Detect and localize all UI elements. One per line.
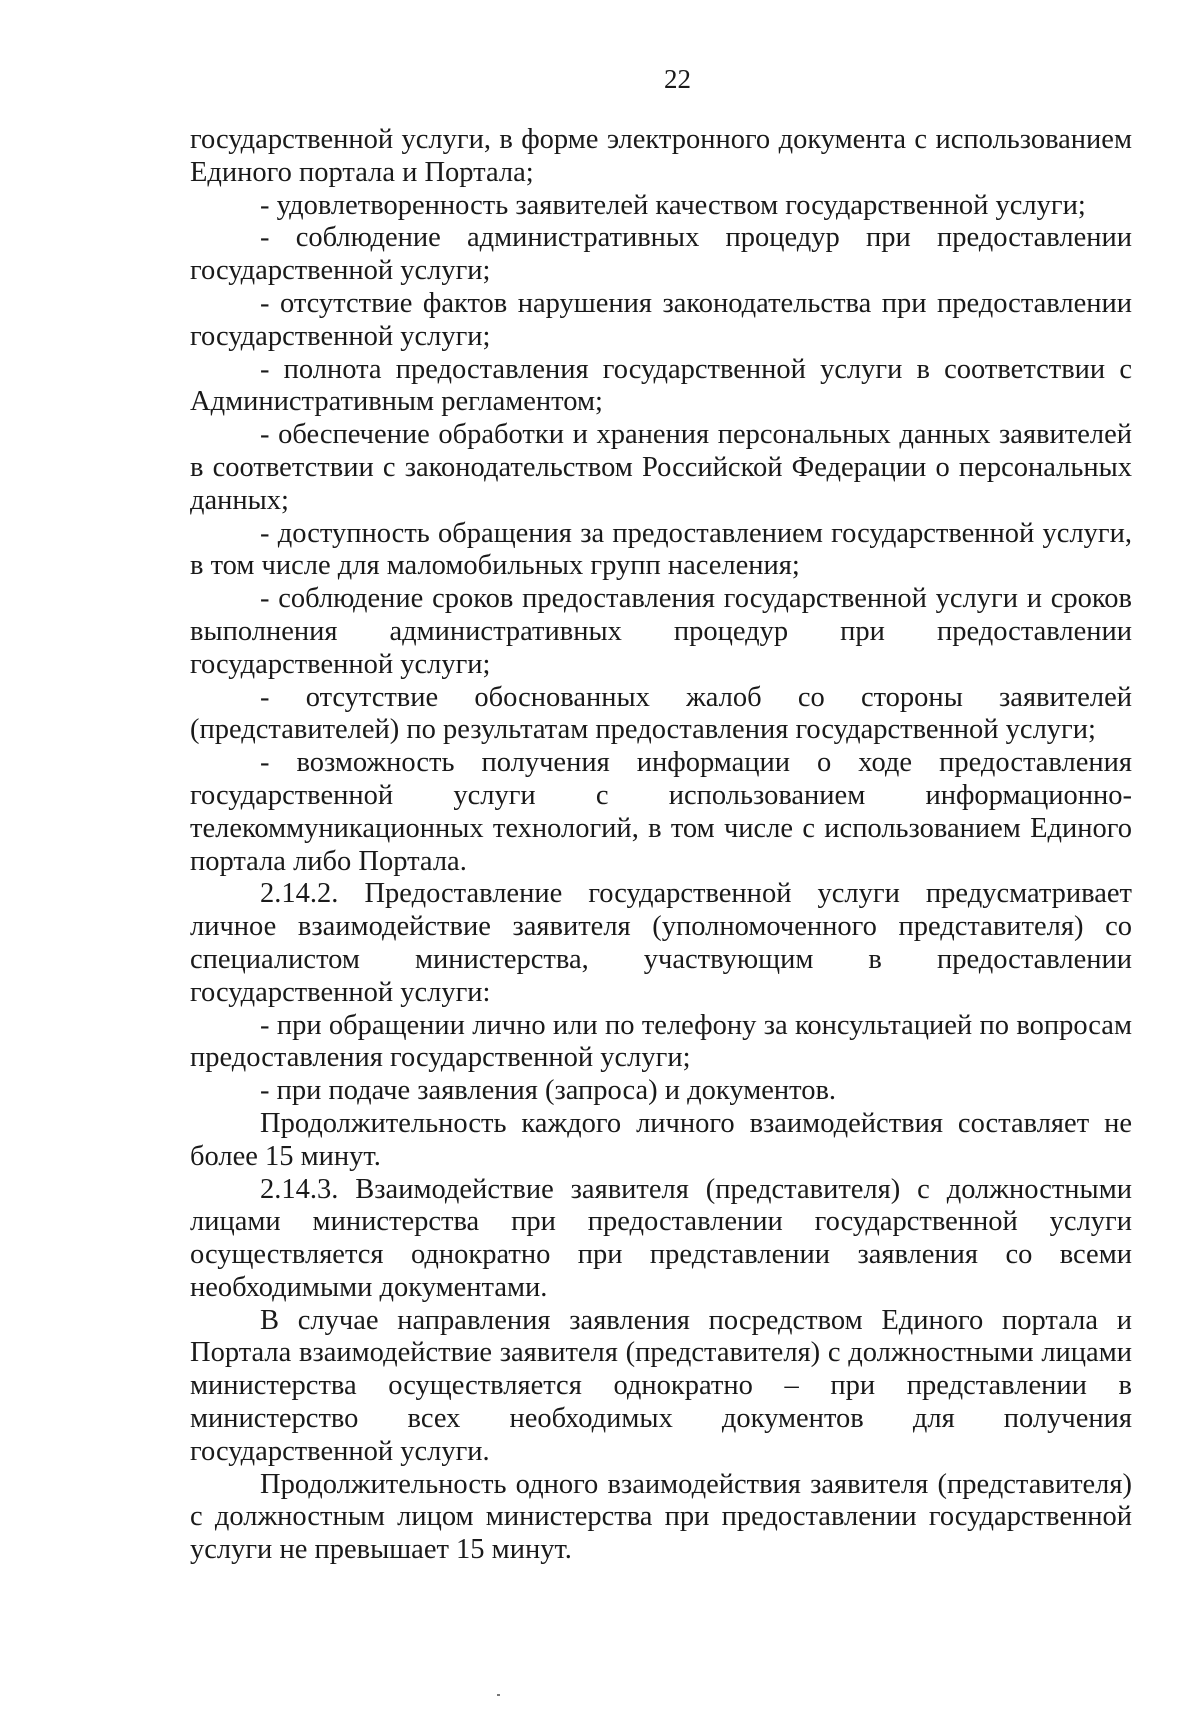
list-item-information: - возможность получения информации о ходе предоставления государственной услуги с использованием информационно-телекоммуникационных технологий, в том числе с использованием Единого портала либо Портала. (190, 747, 1132, 877)
list-item-procedures: - соблюдение административных процедур при предоставлении государственной услуги; (190, 222, 1132, 287)
list-item-application: - при подаче заявления (запроса) и документов. (260, 1075, 837, 1107)
document-body (190, 124, 1132, 1567)
page-number: 22 (664, 64, 691, 94)
list-item-completeness: - полнота предоставления государственной услуги в соответствии с Административным регламентом; (190, 353, 1132, 418)
paragraph-continuation: государственной услуги, в форме электронного документа с использованием Единого портала и Портала; (190, 124, 1132, 188)
list-item-consultation: - при обращении лично или по телефону за консультацией по вопросам предоставления государственной услуги; (190, 1009, 1132, 1074)
list-item-no-complaints: - отсутствие обоснованных жалоб со стороны заявителей (представителей) по результатам предоставления государственной услуги; (190, 681, 1132, 746)
scan-speck (497, 1694, 500, 1696)
list-item-personal-data: - обеспечение обработки и хранения персональных данных заявителей в соответствии с законодательством Российской Федерации о персональных данных; (190, 419, 1132, 516)
list-item-deadlines: - соблюдение сроков предоставления государственной услуги и сроков выполнения административных процедур при предоставлении государственной услуги; (190, 583, 1132, 680)
list-item-accessibility: - доступность обращения за предоставлением государственной услуги, в том числе для маломобильных групп населения; (190, 517, 1132, 582)
paragraph-interaction-duration: Продолжительность одного взаимодействия заявителя (представителя) с должностным лицом министерства при предоставлении государственной услуги не превышает 15 минут. (190, 1468, 1132, 1566)
section-2-14-2: 2.14.2. Предоставление государственной услуги предусматривает личное взаимодействие заявителя (уполномоченного представителя) со специалистом министерства, участвующим в предоставлении государственной услуги: (190, 878, 1132, 1008)
paragraph-duration: Продолжительность каждого личного взаимодействия составляет не более 15 минут. (190, 1107, 1132, 1172)
section-2-14-3: 2.14.3. Взаимодействие заявителя (представителя) с должностными лицами министерства при предоставлении государственной услуги осуществляется однократно при представлении заявления со всеми необходимыми документами. (190, 1173, 1132, 1303)
list-item-no-violations: - отсутствие фактов нарушения законодательства при предоставлении государственной услуги; (190, 287, 1132, 352)
paragraph-portal-interaction: В случае направления заявления посредством Единого портала и Портала взаимодействие заявителя (представителя) с должностными лицами министерства осуществляется однократно – при представлении в министерство всех необходимых документов для получения государственной услуги. (190, 1304, 1132, 1467)
list-item-satisfaction: - удовлетворенность заявителей качеством государственной услуги; (260, 189, 1086, 221)
